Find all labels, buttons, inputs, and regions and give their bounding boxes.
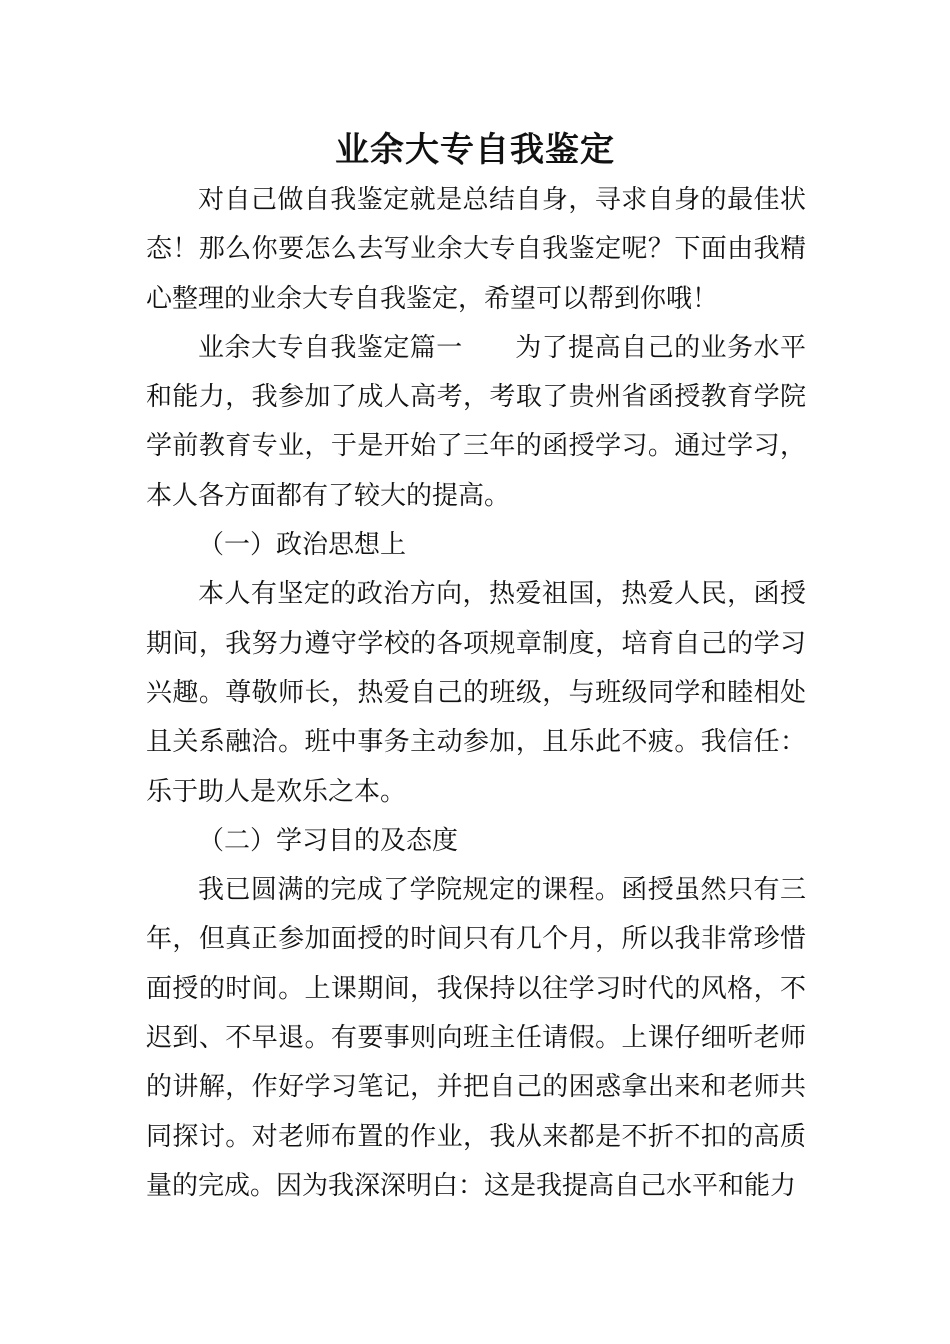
paragraph-politics: 本人有坚定的政治方向，热爱祖国，热爱人民，函授期间，我努力遵守学校的各项规章制度，培育自己的学习兴趣。尊敬师长，热爱自己的班级，与班级同学和睦相处且关系融洽。班中事务主动参加，且乐此不疲。我信任：乐于助人是欢乐之本。 (146, 579, 806, 807)
subheading-study: （二）学习目的及态度 (198, 825, 459, 856)
section-heading: 业余大专自我鉴定篇一 (198, 332, 463, 363)
intro-paragraph: 对自己做自我鉴定就是总结自身，寻求自身的最佳状态！那么你要怎么去写业余大专自我鉴定呢？下面由我精心整理的业余大专自我鉴定，希望可以帮到你哦！ (146, 185, 806, 314)
document-title: 业余大专自我鉴定 (335, 130, 615, 170)
subheading-politics: （一）政治思想上 (198, 530, 407, 561)
section-paragraph-1 (146, 324, 806, 521)
document-body (146, 176, 806, 1211)
paragraph-study: 我已圆满的完成了学院规定的课程。函授虽然只有三年，但真正参加面授的时间只有几个月，所以我非常珍惜面授的时间。上课期间，我保持以往学习时代的风格，不迟到、不早退。有要事则向班主任请假。上课仔细听老师的讲解，作好学习笔记，并把自己的困惑拿出来和老师共同探讨。对老师布置的作业，我从来都是不折不扣的高质量的完成。因为我深深明白：这是我提高自己水平和能力 (146, 875, 806, 1201)
section-paragraph-1-text: 为了提高自己的业务水平和能力，我参加了成人高考，考取了贵州省函授教育学院学前教育专业，于是开始了三年的函授学习。通过学习，本人各方面都有了较大的提高。 (146, 332, 806, 511)
